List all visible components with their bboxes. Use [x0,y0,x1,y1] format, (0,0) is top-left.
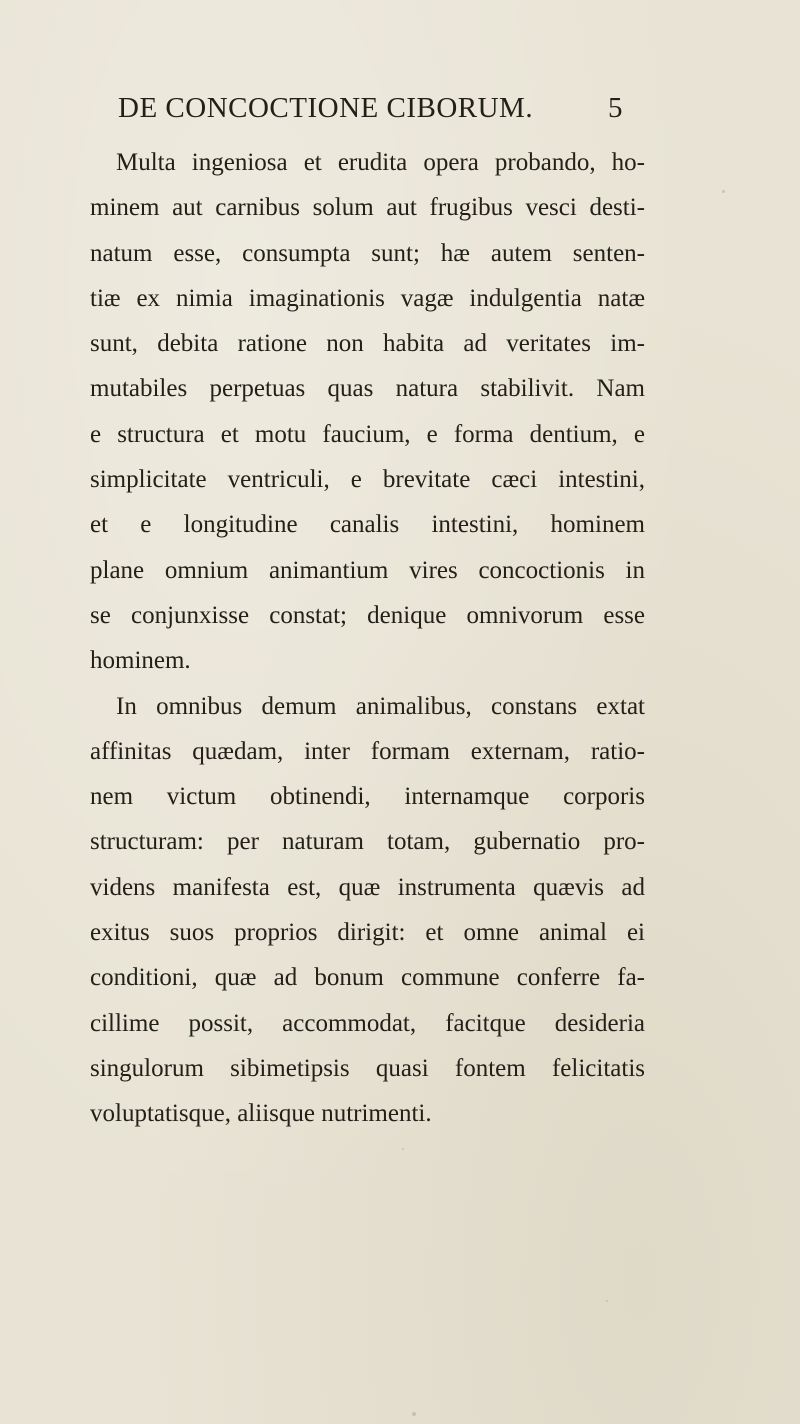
text-line: In omnibus demum animalibus, constans extat [116,692,645,720]
text-line: mutabiles perpetuas quas natura stabilivit. Nam [90,375,645,403]
text-line: voluptatisque, aliisque nutrimenti. [90,1100,432,1128]
text-line: affinitas quædam, inter formam externam, ratio- [90,737,645,765]
text-line: videns manifesta est, quæ instrumenta quævis ad [90,873,645,901]
text-line: singulorum sibimetipsis quasi fontem felicitatis [90,1054,645,1082]
running-head [118,92,623,132]
text-line: e structura et motu faucium, e forma dentium, e [90,420,645,448]
paper-speck [402,1148,404,1150]
text-line: plane omnium animantium vires concoctionis in [90,556,645,584]
text-line: et e longitudine canalis intestini, hominem [90,511,645,539]
paper-speck [606,1300,608,1302]
body-text [90,140,645,1137]
text-line: exitus suos proprios dirigit: et omne animal ei [90,919,645,947]
paper-speck [722,190,725,193]
text-line: cillime possit, accommodat, facitque desideria [90,1009,645,1037]
text-line: natum esse, consumpta sunt; hæ autem senten- [90,239,645,267]
text-line: Multa ingeniosa et erudita opera probando, ho- [116,149,645,176]
text-line: simplicitate ventriculi, e brevitate cæci intestini, [90,466,645,494]
text-line: sunt, debita ratione non habita ad veritates im- [90,330,645,358]
paper-speck [412,1412,416,1416]
text-line: structuram: per naturam totam, gubernatio pro- [90,828,645,856]
text-line: minem aut carnibus solum aut frugibus vesci desti- [90,194,645,222]
text-line: se conjunxisse constat; denique omnivorum esse [90,601,645,629]
text-line: hominem. [90,647,191,675]
text-line: nem victum obtinendi, internamque corporis [90,783,645,811]
running-title: DE CONCOCTIONE CIBORUM. [118,92,534,124]
text-line: tiæ ex nimia imaginationis vagæ indulgentia natæ [90,284,645,312]
text-line: conditioni, quæ ad bonum commune conferre fa- [90,964,645,992]
page-number: 5 [608,92,623,124]
